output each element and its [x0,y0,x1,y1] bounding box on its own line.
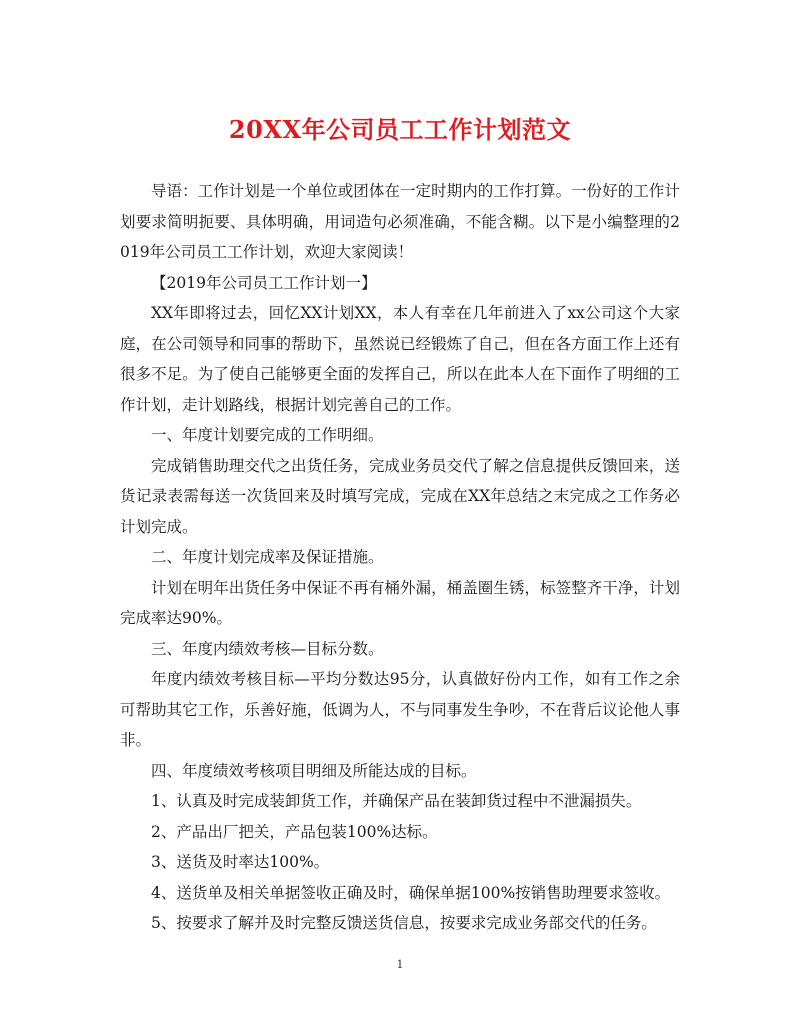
paragraph-item-1: 完成销售助理交代之出货任务，完成业务员交代了解之信息提供反馈回来，送货记录表需每送一次货回来及时填写完成，完成在XX年总结之末完成之工作务必计划完成。 [120,456,680,536]
paragraph-item-2: 计划在明年出货任务中保证不再有桶外漏，桶盖圈生锈，标签整齐干净，计划完成率达90%。 [120,578,680,627]
paragraph-section-heading: 【2019年公司员工工作计划一】 [151,273,377,292]
list-item: 4、送货单及相关单据签收正确及时，确保单据100%按销售助理要求签收。 [151,883,671,902]
document-title: 20XX年公司员工工作计划范文 [228,115,572,144]
document-body [120,176,680,939]
list-item: 5、按要求了解并及时完整反馈送货信息，按要求完成业务部交代的任务。 [151,914,657,932]
heading-item-1: 一、年度计划要完成的工作明细。 [151,426,384,444]
paragraph-intro: 导语：工作计划是一个单位或团体在一定时期内的工作打算。一份好的工作计划要求简明扼要、具体明确，用词造句必须准确，不能含糊。以下是小编整理的2019年公司员工工作计划，欢迎大家阅读！ [120,182,680,261]
list-item: 1、认真及时完成装卸货工作，并确保产品在装卸货过程中不泄漏损失。 [151,792,642,810]
paragraph-item-3: 年度内绩效考核目标—平均分数达95分，认真做好份内工作，如有工作之余可帮助其它工作，乐善好施，低调为人，不与同事发生争吵，不在背后议论他人事非。 [120,670,680,749]
list-item: 2、产品出厂把关，产品包装100%达标。 [151,822,438,841]
heading-item-4: 四、年度绩效考核项目明细及所能达成的目标。 [151,761,477,780]
paragraph-opening: XX年即将过去，回忆XX计划XX，本人有幸在几年前进入了xx公司这个大家庭，在公司领导和同事的帮助下，虽然说已经锻炼了自己，但在各方面工作上还有很多不足。为了使自己能够更全面的发挥自己，所以在此本人在下面作了明细的工作计划，走计划路线，根据计划完善自己的工作。 [120,304,680,414]
page-number: 1 [396,958,404,971]
heading-item-3: 三、年度内绩效考核—目标分数。 [151,639,384,658]
list-item: 3、送货及时率达100%。 [151,853,330,871]
heading-item-2: 二、年度计划完成率及保证措施。 [151,548,384,566]
